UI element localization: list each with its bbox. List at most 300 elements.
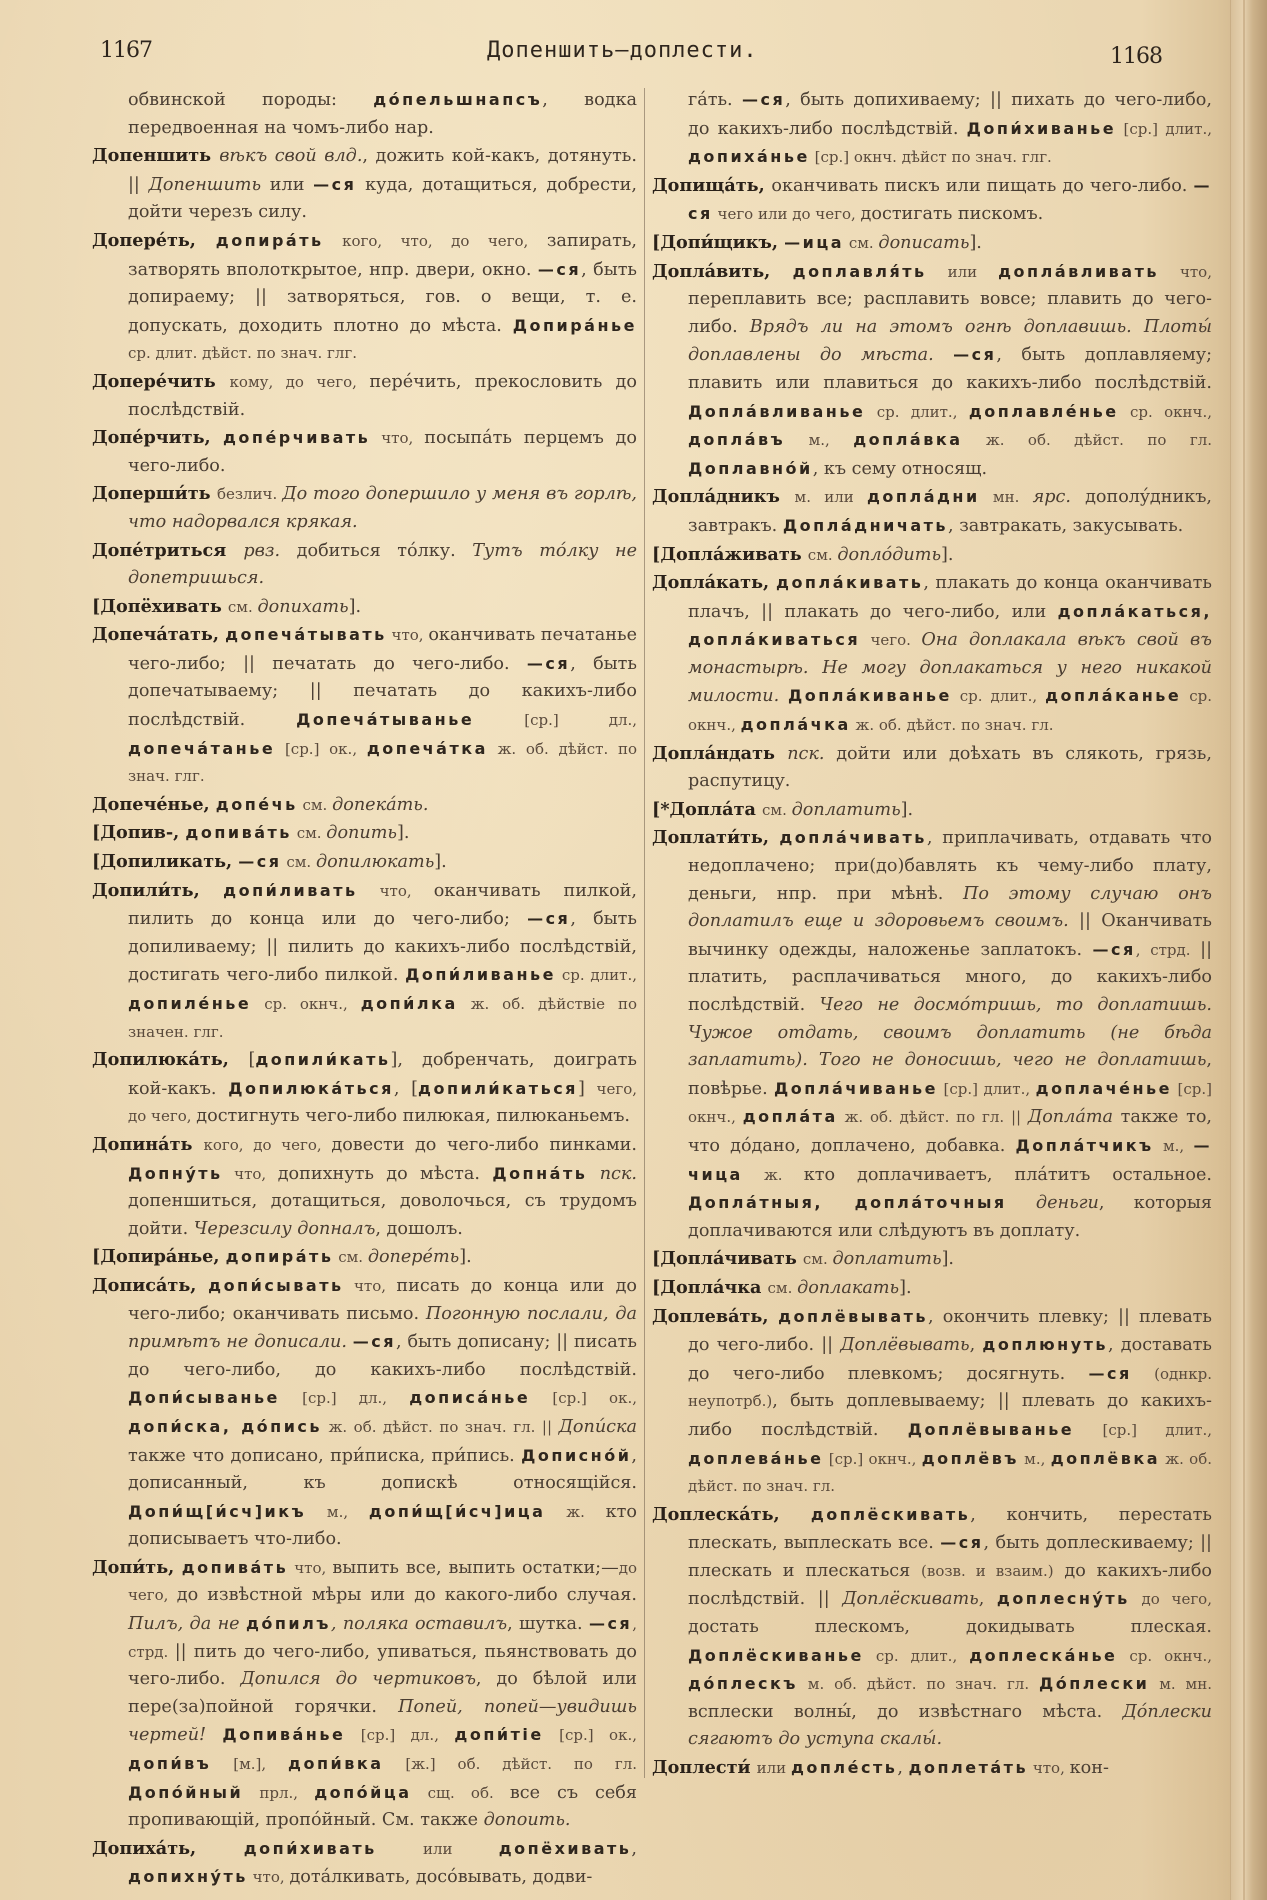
dictionary-entry	[652, 1501, 1212, 1754]
spaced-bold-form: допёхивать	[498, 1838, 632, 1858]
headword: Доплáдникъ	[652, 486, 795, 508]
italic-example: доплакать	[797, 1277, 900, 1298]
italic-example: , поляка оставилъ	[330, 1614, 508, 1635]
definition-text: ].	[348, 596, 362, 617]
spaced-bold-form: Доплáдничать	[782, 515, 949, 535]
headword: Доперéть,	[92, 229, 216, 251]
spaced-bold-form: доплáвливать	[998, 261, 1159, 281]
grammar-note: кому, до чего,	[229, 372, 370, 391]
definition-text: запирать, затворять вполоткрытое, нпр. двери, окно.	[128, 230, 638, 280]
definition-text: посыпáть перцемъ до чего-либо.	[128, 428, 637, 476]
spaced-bold-form: —ица	[784, 232, 845, 252]
spaced-bold-form: Допилюкáться	[228, 1078, 394, 1098]
spaced-bold-form: доплевáнье	[688, 1448, 824, 1468]
spaced-bold-form: допивáть	[185, 823, 292, 843]
definition-text: перéчить, прекословить до послѣдствiй.	[128, 371, 637, 420]
italic-example: доперéть	[367, 1247, 460, 1268]
italic-example: Доплáта	[1027, 1107, 1113, 1128]
headword: [Допив-,	[92, 822, 186, 844]
spaced-bold-form: Доплáвливанье	[688, 401, 866, 421]
spaced-bold-form: допéрчивать	[222, 428, 371, 448]
grammar-note: ср. окнч.,	[688, 687, 1212, 735]
definition-text: , дожить кой-какъ, дотянуть. ||	[128, 146, 637, 195]
definition-text: , быть допираему; || затворяться, гов. о вещи, т. е. допускать, доходить плотно до мѣста.	[128, 259, 638, 336]
spaced-bold-form: допилéнье	[128, 994, 252, 1013]
grammar-note: см.	[291, 824, 327, 843]
headword: Доплáндать	[652, 742, 788, 764]
grammar-note: [ср.] длит.,	[1074, 1420, 1212, 1439]
grammar-note: до чего,	[1129, 1590, 1212, 1609]
spaced-bold-form: —ся	[588, 1614, 633, 1634]
italic-example: Чего не досмóтришь, то доплатишь. Чужое отдать, своимъ доплатить (не бѣда заплатить). Того не доносишь, чего не доплатишь	[688, 995, 1212, 1071]
dictionary-entry	[652, 258, 1212, 484]
grammar-note: [ж.] об. дѣйст. по гл.	[383, 1755, 637, 1774]
grammar-note: ж.	[545, 1502, 606, 1521]
definition-text: также что дописано, при́писка, при́пись.	[128, 1445, 522, 1466]
spaced-bold-form: доплетáть	[908, 1758, 1029, 1778]
grammar-note: что,	[370, 429, 425, 448]
definition-text: , къ сему относящ.	[812, 458, 988, 479]
italic-example: Попей, попей—увидишь чертей!	[128, 1696, 637, 1746]
spaced-bold-form: доплáканье	[1045, 686, 1182, 706]
grammar-note: [м.],	[211, 1755, 289, 1774]
headword: Допищáть,	[652, 174, 772, 196]
grammar-note: , стрд.	[128, 1615, 637, 1661]
italic-example: Допи́ска	[558, 1416, 638, 1437]
definition-text: обвинской породы:	[128, 90, 374, 110]
headword: Допи́ть,	[92, 1556, 182, 1578]
italic-example: Пилъ, да не	[128, 1614, 246, 1635]
grammar-note: или	[756, 1759, 791, 1778]
spaced-bold-form: Допечáтыванье	[296, 710, 475, 730]
grammar-note: ср. длит.,	[951, 687, 1046, 706]
definition-text: , быть допечатываему; || печатать до какихъ-либо послѣдствiй.	[128, 653, 637, 731]
dictionary-entry	[652, 796, 1212, 825]
grammar-note: ср. длит.,	[863, 1646, 970, 1665]
spaced-bold-form: доплавля́ть	[792, 261, 927, 281]
spaced-bold-form: доплёвъ	[921, 1448, 1019, 1468]
grammar-note: [ср.] окнч.,	[823, 1449, 922, 1468]
headword: Допéрчить,	[92, 427, 223, 449]
definition-text: , быть допихиваему; || пихать до чего-либо, до какихъ-либо послѣдствiй.	[688, 90, 1212, 139]
definition-text: кон-	[1069, 1758, 1109, 1779]
definition-text: ].	[434, 852, 447, 873]
definition-text: дойти или доѣхать въ слякоть, грязь, распутицу.	[688, 743, 1212, 792]
spaced-bold-form: допи́тiе	[454, 1725, 544, 1745]
grammar-note: что,	[247, 1868, 290, 1887]
italic-example: допоить.	[483, 1810, 571, 1831]
definition-text: , плакать до конца оканчивать плачъ, || плакать до чего-либо, или	[688, 573, 1212, 622]
grammar-note: ср. длит.,	[865, 402, 969, 421]
grammar-note: см.	[807, 545, 838, 564]
definition-text: , быть допиливаему; || пилить до какихъ-либо послѣдствiй, достигать чего-либо пилкой.	[128, 909, 637, 986]
headword: Допеншить	[92, 145, 220, 167]
spaced-bold-form: доплáвъ	[688, 430, 786, 450]
grammar-note: что,	[386, 626, 429, 645]
grammar-note: что,	[288, 1558, 333, 1577]
definition-text: , завтракать, закусывать.	[948, 515, 1184, 536]
grammar-note: [ср.] длит.,	[937, 1079, 1036, 1098]
definition-text: также то, что дóдано, доплачено, добавка.	[688, 1107, 1213, 1156]
headword: Допихáть,	[92, 1837, 244, 1859]
grammar-note: кого, до чего,	[203, 1135, 332, 1154]
grammar-note: что,	[1028, 1759, 1070, 1778]
entry-continuation	[652, 86, 1212, 172]
grammar-note: чего или до чего,	[712, 205, 861, 224]
grammar-note: безлич.	[216, 485, 283, 504]
spaced-bold-form: Доплёскиванье	[688, 1645, 864, 1665]
dictionary-entry	[92, 1131, 637, 1243]
spaced-bold-form: Доплáкиванье	[787, 686, 952, 706]
definition-text: гáть.	[688, 90, 742, 110]
definition-text: ].	[900, 799, 914, 820]
grammar-note: мн.	[979, 488, 1033, 507]
definition-text: ].	[941, 544, 954, 565]
spaced-bold-form: дóпилъ	[245, 1614, 331, 1634]
definition-text: до какихъ-либо послѣдствiй. ||	[688, 1560, 1212, 1610]
spaced-bold-form: доплеснýть	[996, 1589, 1130, 1609]
dictionary-entry	[92, 848, 637, 877]
spaced-bold-form: доплáкаться, доплáкиваться	[688, 601, 1212, 650]
entry-continuation	[92, 86, 637, 142]
italic-example: допекáть.	[332, 794, 429, 815]
spaced-bold-form: доплавлéнье	[968, 401, 1119, 421]
spaced-bold-form: допили́кать	[255, 1050, 391, 1070]
grammar-note: (однкр. неупотрб.)	[688, 1364, 1212, 1411]
grammar-note: м.,	[1018, 1449, 1051, 1468]
page-header	[92, 38, 1162, 68]
dictionary-entry	[92, 621, 637, 791]
grammar-note: ср. окнч.,	[251, 995, 361, 1013]
grammar-note: см.	[762, 800, 792, 819]
spaced-bold-form: Доплáтныя, доплáточныя	[688, 1193, 1007, 1213]
spaced-bold-form: допихнýть	[128, 1867, 248, 1887]
spaced-bold-form: доплáкивать	[776, 573, 924, 593]
definition-text: , быть доплевываему; || плевать до какихъ-либо послѣдствiй.	[688, 1391, 1212, 1440]
headword: Доперши́ть	[92, 483, 217, 505]
grammar-note: ж. об. дѣйствiе по значен. глг.	[128, 995, 637, 1041]
spaced-bold-form: —ся	[313, 174, 357, 194]
dictionary-entry	[92, 791, 637, 820]
dictionary-entry	[92, 368, 637, 424]
spaced-bold-form: допóйца	[314, 1782, 412, 1802]
spaced-bold-form: доплачéнье	[1035, 1078, 1172, 1098]
definition-text: писать до конца или до чего-либо; оканчивать письмо.	[128, 1275, 637, 1324]
grammar-note: см.	[297, 795, 333, 814]
italic-example: пск.	[587, 1163, 637, 1184]
italic-example: допить	[326, 823, 397, 844]
definition-text: ,	[631, 1838, 638, 1859]
grammar-note: ж. об. дѣйст. по знач. гл. ||	[322, 1417, 559, 1436]
italic-example: Доплёскивать	[842, 1589, 979, 1610]
definition-text: кто дописываетъ что-либо.	[128, 1501, 637, 1550]
italic-example: Тутъ тóлку не допетришься.	[128, 540, 637, 589]
grammar-note: (возв. и взаим.)	[921, 1561, 1054, 1580]
spaced-bold-form: допéчь	[215, 794, 298, 814]
dictionary-entry	[652, 569, 1212, 740]
definition-text: , повѣрье.	[688, 1050, 1212, 1099]
spaced-bold-form: допечáтанье	[128, 738, 276, 758]
grammar-note: или	[926, 262, 999, 281]
grammar-note: , стрд.	[1135, 940, 1201, 959]
italic-example: пск.	[787, 743, 837, 764]
italic-example: дописать	[878, 232, 970, 253]
headword: [Допирáнье,	[92, 1246, 226, 1268]
definition-text: дотáлкивать, досóвывать, додви-	[289, 1867, 593, 1888]
spaced-bold-form: доплёвывать	[778, 1306, 929, 1326]
italic-example: допихать	[257, 596, 349, 617]
grammar-note: [ср.] ок.,	[275, 739, 367, 758]
definition-text: , дописанный, къ допискѣ относящiйся.	[128, 1445, 637, 1494]
definition-text: , приплачивать, отдавать что недоплачено; при(до)бавлять къ чему-либо плату, деньги, нпр. при мѣнѣ.	[688, 828, 1212, 904]
grammar-note: ж. об. дѣйст. по гл. ||	[837, 1108, 1028, 1127]
spaced-bold-form: допихáнье	[688, 147, 810, 167]
italic-example: деньги	[1006, 1193, 1099, 1214]
grammar-note: см.	[767, 1278, 798, 1297]
definition-text: , дошолъ.	[375, 1218, 463, 1239]
spaced-bold-form: допирáть	[215, 230, 324, 250]
spaced-bold-form: доплескáнье	[969, 1645, 1118, 1665]
definition-text: ].	[969, 232, 982, 253]
dictionary-entry	[652, 824, 1212, 1245]
definition-text: добиться тóлку.	[296, 540, 473, 561]
spaced-bold-form: доплёвка	[1050, 1448, 1161, 1468]
binding-fold-line	[1243, 0, 1245, 1900]
definition-text: ].	[899, 1277, 912, 1298]
definition-text: достигать пискомъ.	[860, 204, 1044, 225]
definition-text: || Оканчивать вычинку одежды, наложенье заплатокъ.	[688, 911, 1212, 960]
definition-text: ,	[897, 1758, 909, 1779]
dictionary-entry	[92, 1243, 637, 1272]
headword: Доплести́	[652, 1757, 757, 1779]
spaced-bold-form: Доплáтчикъ	[1015, 1135, 1154, 1155]
grammar-note: м. или	[794, 488, 867, 507]
spaced-bold-form: Дописнóй	[521, 1445, 632, 1465]
definition-text: всплески волны́, до извѣстнаго мѣста.	[688, 1701, 1123, 1722]
grammar-note: что,	[357, 881, 434, 900]
definition-text: ], добренчать, доиграть кой-какъ.	[128, 1050, 637, 1099]
grammar-note: [ср.] ок.,	[530, 1389, 637, 1408]
definition-text: достать плескомъ, докидывать плеская.	[688, 1617, 1212, 1638]
definition-text: довести до чего-либо пинками.	[331, 1134, 637, 1155]
headword: Доплати́ть,	[652, 827, 780, 849]
spaced-bold-form: —ся	[953, 345, 997, 365]
spaced-bold-form: допи́ска, дóпись	[128, 1416, 323, 1436]
spaced-bold-form: Дóплески	[1038, 1674, 1150, 1694]
headword: [Доплáживать	[652, 543, 808, 565]
italic-example: Доплёвывать	[840, 1335, 970, 1356]
italic-example: Дóплески сягаютъ до уступа скалы́.	[688, 1701, 1212, 1750]
spaced-bold-form: Доплёвыванье	[907, 1419, 1075, 1439]
page-number-right: 1168	[1110, 44, 1162, 69]
grammar-note: ср. длит.,	[556, 966, 637, 985]
grammar-note: м.,	[1153, 1136, 1194, 1155]
dictionary-entry	[92, 142, 637, 227]
spaced-bold-form: допивáть	[181, 1557, 289, 1577]
definition-text: || пить до чего-либо, упиваться, пьянствовать до чего-либо.	[128, 1641, 638, 1690]
headword: Допинáть	[92, 1133, 204, 1155]
spaced-bold-form: —ся	[527, 909, 571, 929]
italic-example: доплатить	[832, 1249, 942, 1270]
grammar-note: или	[376, 1839, 499, 1858]
definition-text: оканчивать пискъ или пищать до чего-либо.	[771, 175, 1194, 196]
grammar-note: ср. длит. дѣйст. по знач. глг.	[128, 344, 358, 363]
definition-text: все съ себя пропивающiй, пропóйный. См. также	[128, 1782, 637, 1831]
dictionary-entry	[652, 740, 1212, 796]
spaced-bold-form: Допи́сыванье	[128, 1388, 280, 1408]
definition-text: или	[261, 174, 314, 195]
spaced-bold-form: —ся	[526, 653, 571, 673]
italic-example: доплатить	[791, 799, 901, 820]
grammar-note: ж.	[742, 1165, 804, 1184]
grammar-note: кого, что, до чего,	[323, 231, 547, 250]
definition-text: , быть доплескиваему; || плескать и плескаться	[688, 1533, 1212, 1581]
definition-text: кто доплачиваетъ, плáтитъ остальное.	[803, 1164, 1212, 1185]
grammar-note: ср. окнч.,	[1117, 1646, 1213, 1665]
grammar-note: см.	[227, 597, 258, 616]
definition-text: [	[248, 1050, 256, 1071]
headword: Допили́ть,	[92, 879, 224, 901]
spaced-bold-form: —чица	[688, 1135, 1212, 1184]
headword: Доплáкать,	[652, 572, 777, 594]
dictionary-entry	[92, 1835, 637, 1892]
italic-example: Она доплакала вѣкъ свой въ монастырѣ. Не могу доплакаться у него никакой милости.	[688, 630, 1212, 707]
grammar-note: ж. об. дѣйст. по гл.	[962, 431, 1212, 450]
spaced-bold-form: —ся	[688, 175, 1212, 224]
dictionary-entry	[652, 1754, 1212, 1783]
spaced-bold-form: Допи́щ[и́сч]икъ	[128, 1501, 307, 1521]
definition-text: дополýдникъ, завтракъ.	[688, 487, 1212, 536]
headword: Доперéчить	[92, 370, 230, 392]
spaced-bold-form: допи́щ[и́сч]ица	[368, 1501, 546, 1521]
italic-example: ярс.	[1032, 487, 1086, 508]
dictionary-entry	[92, 1272, 637, 1554]
headword: [Допиликать,	[92, 851, 239, 873]
headword: Доплáвить,	[652, 260, 793, 282]
italic-example: По этому случаю онъ доплатилъ еще и здоровьемъ своимъ.	[688, 883, 1212, 932]
headword: Допечáтать,	[92, 624, 226, 646]
spaced-bold-form: —ся	[537, 259, 582, 279]
grammar-note: [ср.] дл.,	[279, 1389, 410, 1408]
italic-example: Допился до чертиковъ	[240, 1669, 476, 1690]
spaced-bold-form: Допóйный	[128, 1782, 244, 1802]
definition-text: , доставать до чего-либо плевкомъ; досягнуть.	[688, 1335, 1212, 1384]
dictionary-entry	[652, 483, 1212, 540]
spaced-bold-form: Допи́хиванье	[966, 118, 1117, 138]
italic-example: допилюкать	[315, 852, 435, 873]
spaced-bold-form: допи́въ	[128, 1754, 212, 1774]
italic-example: Черезсилу допналъ	[193, 1218, 376, 1239]
grammar-note: см.	[844, 233, 879, 252]
headword: [Допи́щикъ,	[652, 231, 785, 253]
grammar-note: [ср.] дл.,	[474, 711, 638, 730]
definition-text: || платить, расплачиваться много, до какихъ-либо послѣдствiй.	[688, 939, 1213, 1015]
grammar-note: [ср.] окнч. дѣйст по знач. глг.	[809, 148, 1052, 167]
headword: Доплевáть,	[652, 1305, 779, 1327]
spaced-bold-form: —ся	[352, 1332, 397, 1352]
spaced-bold-form: дóплескъ	[688, 1674, 798, 1694]
spaced-bold-form: допи́лка	[360, 994, 458, 1013]
spaced-bold-form: допили́каться	[418, 1078, 578, 1098]
headword: Доплескáть,	[652, 1503, 811, 1525]
spaced-bold-form: доплáта	[742, 1107, 838, 1127]
dictionary-entry	[92, 877, 637, 1047]
grammar-note: что,	[1158, 262, 1212, 281]
headword: Допилюкáть,	[92, 1049, 249, 1071]
grammar-note: [ср.] длит.,	[1116, 119, 1212, 138]
spaced-bold-form: допи́вка	[288, 1754, 384, 1774]
spaced-bold-form: допечáтывать	[225, 625, 387, 645]
definition-text: ].	[459, 1247, 472, 1268]
grammar-note: см.	[281, 853, 316, 872]
spaced-bold-form: Допнáть	[492, 1163, 588, 1183]
grammar-note: ж. об. дѣйст. по знач. гл.	[850, 716, 1054, 735]
page-number-left: 1167	[100, 38, 152, 63]
grammar-note: что,	[343, 1276, 397, 1295]
grammar-note: что,	[222, 1164, 278, 1183]
spaced-bold-form: допи́сывать	[208, 1275, 344, 1295]
spaced-bold-form: Доплавнóй	[688, 458, 813, 478]
definition-text: до извѣстной мѣры или до какого-либо случая.	[176, 1585, 637, 1606]
definition-text: выпить все, выпить остатки;—	[332, 1557, 619, 1578]
spaced-bold-form: дописáнье	[409, 1388, 531, 1408]
italic-example: Допеншить	[148, 174, 262, 195]
italic-example: Врядъ ли на этомъ огнѣ доплавишь. Плоты́ доплавлены до мѣста.	[688, 316, 1213, 366]
definition-text: допихнуть до мѣста.	[277, 1163, 493, 1184]
running-title: Допеншить—доплести.	[487, 38, 758, 63]
definition-text: куда, дотащиться, добрести, дойти черезъ силу.	[128, 174, 637, 223]
headword: [Доплáчка	[652, 1276, 768, 1298]
dictionary-entry	[92, 480, 637, 536]
grammar-note: прл.,	[243, 1783, 315, 1802]
dictionary-entry	[92, 1046, 637, 1131]
grammar-note: чего, до чего,	[128, 1079, 637, 1126]
grammar-note: см.	[333, 1248, 368, 1267]
headword: Допечéнье,	[92, 793, 216, 815]
grammar-note: [ср.] дл.,	[345, 1726, 455, 1745]
italic-example: вѣкъ свой влд.	[219, 146, 363, 167]
column-left	[92, 86, 637, 1892]
spaced-bold-form: Допнýть	[128, 1163, 223, 1183]
italic-example: доплóдить	[837, 544, 942, 565]
spaced-bold-form: доплáвка	[853, 430, 963, 450]
dictionary-entry	[92, 537, 637, 593]
grammar-note: м.,	[306, 1502, 369, 1521]
spaced-bold-form: доплёскивать	[810, 1504, 971, 1524]
definition-text: достигнуть чего-либо пилюкая, пилюканьемъ.	[196, 1106, 631, 1127]
page-binding-edge	[1230, 0, 1267, 1900]
spaced-bold-form: доплáчивать	[779, 828, 927, 848]
definition-text: ].	[396, 823, 410, 844]
spaced-bold-form: доплáчка	[740, 715, 851, 735]
grammar-note: [ср.] окнч.,	[688, 1079, 1212, 1127]
definition-text: , до бѣлой или пере(за)пойной горячки.	[128, 1669, 637, 1717]
spaced-bold-form: доплéсть	[790, 1758, 898, 1778]
grammar-note: до чего,	[128, 1558, 637, 1605]
spaced-bold-form: Допи́ливанье	[405, 965, 556, 985]
definition-text: , кончить, перестать плескать, выплескать все.	[688, 1504, 1212, 1554]
spaced-bold-form: допечáтка	[366, 738, 488, 758]
spaced-bold-form: —ся	[741, 90, 786, 109]
headword: Допéтриться	[92, 539, 244, 561]
dictionary-entry	[652, 1274, 1212, 1303]
grammar-note: м.,	[785, 431, 854, 450]
definition-text: , [	[393, 1078, 419, 1099]
definition-text: переплавить все; расплавить вовсе; плавить до чего-либо.	[688, 289, 1212, 337]
spaced-bold-form: дóпельшнапсъ	[373, 90, 543, 109]
headword: [Доплáчивать	[652, 1248, 803, 1270]
spaced-bold-form: —ся	[238, 852, 282, 872]
